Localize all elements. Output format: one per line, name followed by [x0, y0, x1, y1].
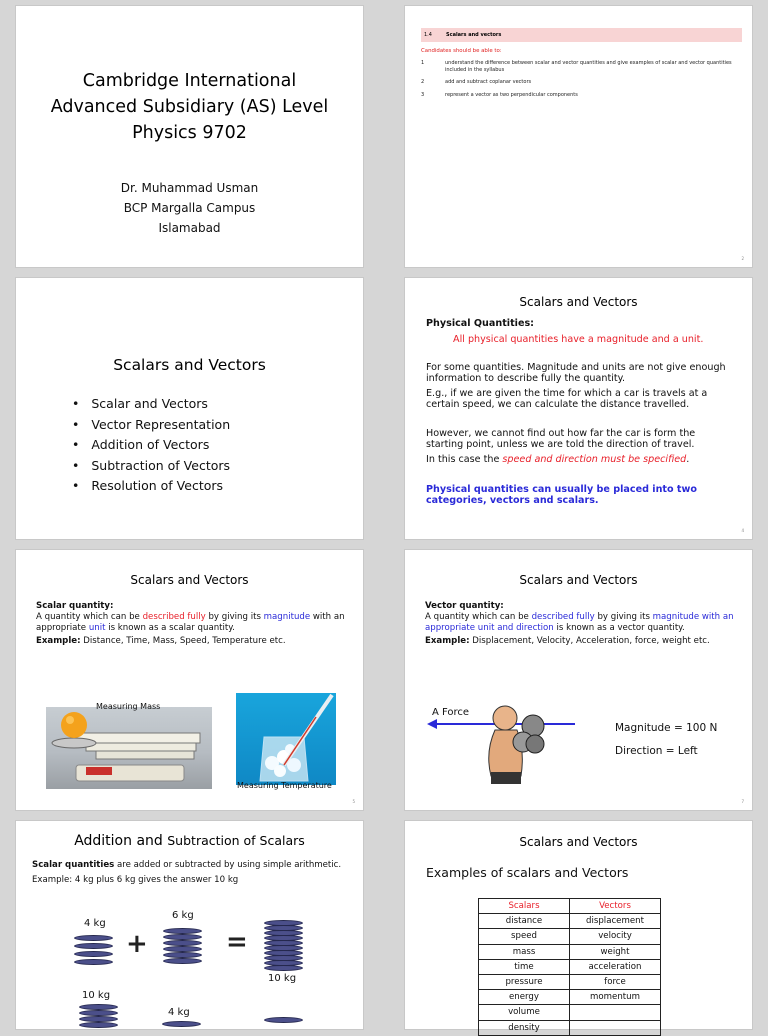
- paragraph: However, we cannot find out how far the car is form the starting point, unless we are told the direction of travel.: [426, 428, 696, 450]
- weight-disc: [163, 934, 202, 940]
- table-row: [479, 929, 661, 944]
- table-cell: force: [570, 974, 661, 989]
- author-name: Dr. Muhammad Usman: [120, 181, 259, 195]
- text-span: A quantity which can be: [425, 612, 532, 622]
- caption: Measuring Mass: [96, 702, 161, 711]
- title-line: Cambridge International: [82, 71, 297, 91]
- table-row: [479, 914, 661, 929]
- table-cell: momentum: [570, 990, 661, 1005]
- objective-number: 1: [421, 60, 425, 66]
- text-span: is known as a vector quantity.: [553, 623, 685, 633]
- thermometer-ice-icon: [236, 693, 336, 785]
- paragraph: [426, 454, 734, 465]
- weight-disc: [79, 1010, 118, 1016]
- definition-text: [36, 612, 356, 634]
- weight-stack-10kg: [264, 915, 304, 971]
- table-cell: weight: [570, 944, 661, 959]
- text-span: .: [686, 454, 690, 465]
- table-cell: density: [479, 1020, 570, 1035]
- text-span: by giving its: [205, 612, 264, 622]
- weight-disc: [79, 1022, 118, 1028]
- definition-label: Vector quantity:: [425, 601, 504, 611]
- example-line: [36, 636, 356, 647]
- weight-disc: [74, 959, 113, 965]
- text-span: by giving its: [594, 612, 653, 622]
- section-number: 1.4: [424, 32, 432, 38]
- section-title: Scalars and vectors: [446, 32, 502, 38]
- slide-scalar-quantity: [15, 549, 364, 811]
- text-span: are added or subtracted by using simple arithmetic.: [114, 860, 342, 870]
- highlight-text: described fully: [142, 612, 206, 622]
- table-row: [479, 959, 661, 974]
- text-span: In this case the: [426, 454, 503, 465]
- weight-disc: [264, 920, 303, 926]
- weight-label: 6 kg: [172, 910, 194, 921]
- example-label: Example:: [36, 636, 81, 646]
- weight-stack-10kg: [79, 1002, 119, 1032]
- weight-disc: [163, 946, 202, 952]
- highlight-text: described fully: [531, 612, 595, 622]
- example-line: [425, 636, 745, 647]
- example-text: Distance, Time, Mass, Speed, Temperature etc.: [80, 636, 286, 646]
- slide-heading: [16, 833, 363, 849]
- objective-text: represent a vector as two perpendicular components: [445, 92, 578, 98]
- table-cell: displacement: [570, 914, 661, 929]
- boxer-punch-icon: [425, 690, 585, 790]
- equals-sign: =: [226, 927, 248, 957]
- weight-label: 10 kg: [268, 973, 297, 984]
- weight-label: 4 kg: [168, 1007, 190, 1018]
- definition-text: [425, 612, 745, 634]
- column-header: Scalars: [479, 899, 570, 914]
- list-item: • Addition of Vectors: [72, 435, 230, 456]
- text-span: A quantity which can be: [36, 612, 143, 622]
- highlight-text: magnitude with an appropriate unit and direction: [425, 612, 734, 633]
- page-number: 2: [741, 256, 744, 261]
- highlight-text: magnitude: [263, 612, 311, 622]
- list-item: • Resolution of Vectors: [72, 476, 230, 497]
- magnitude-label: Magnitude = 100 N: [615, 722, 718, 734]
- table-cell: pressure: [479, 974, 570, 989]
- table-cell: [570, 1005, 661, 1020]
- highlight-text: unit: [88, 623, 106, 633]
- table-cell: time: [479, 959, 570, 974]
- example-line: Example: 4 kg plus 6 kg gives the answer 10 kg: [32, 875, 239, 885]
- weight-disc: [74, 951, 113, 957]
- pq-label: Physical Quantities:: [426, 318, 534, 329]
- example-text: Displacement, Velocity, Acceleration, force, weight etc.: [469, 636, 710, 646]
- syllabus-intro: Candidates should be able to:: [421, 48, 502, 54]
- definition-label: Scalar quantity:: [36, 601, 114, 611]
- table-cell: speed: [479, 929, 570, 944]
- title-part: Addition and: [74, 833, 168, 849]
- objective-number: 3: [421, 92, 425, 98]
- slide-physical-quantities: [404, 277, 753, 540]
- plus-sign: +: [126, 929, 148, 959]
- paragraph: E.g., if we are given the time for which a car is travels at a certain speed, we can calculate the distance travelled.: [426, 388, 708, 410]
- force-label: A Force: [432, 707, 470, 718]
- title-line: Advanced Subsidiary (AS) Level: [50, 97, 329, 117]
- slide-heading: Scalars and Vectors: [519, 295, 638, 309]
- triple-beam-balance-icon: [46, 707, 212, 789]
- slide-syllabus: [404, 5, 753, 268]
- list-item: • Vector Representation: [72, 415, 230, 436]
- table-cell: mass: [479, 944, 570, 959]
- weight-stack-6kg: [264, 1015, 304, 1031]
- slide-vector-quantity: [404, 549, 753, 811]
- table-row: [479, 944, 661, 959]
- weight-disc: [163, 958, 202, 964]
- table-header-row: [479, 899, 661, 914]
- slide-outline: [15, 277, 364, 540]
- column-header: Vectors: [570, 899, 661, 914]
- pq-statement: All physical quantities have a magnitude and a unit.: [453, 334, 704, 345]
- title-part: Subtraction of Scalars: [167, 833, 305, 848]
- table-cell: energy: [479, 990, 570, 1005]
- slide-title: [15, 5, 364, 268]
- table-cell: velocity: [570, 929, 661, 944]
- table-cell: volume: [479, 1005, 570, 1020]
- weight-label: 10 kg: [82, 990, 111, 1001]
- table-caption: Examples of scalars and Vectors: [426, 865, 629, 880]
- list-item: • Scalar and Vectors: [72, 394, 230, 415]
- course-title: [16, 68, 363, 146]
- city-name: Islamabad: [158, 221, 221, 235]
- slide-scalar-addition: [15, 820, 364, 1030]
- campus-name: BCP Margalla Campus: [123, 201, 256, 215]
- paragraph: For some quantities. Magnitude and units are not give enough information to describe fully the quantity.: [426, 362, 726, 384]
- table-cell: distance: [479, 914, 570, 929]
- table-row: [479, 974, 661, 989]
- author-block: [16, 178, 363, 238]
- table-cell: [570, 1020, 661, 1035]
- emphasis-text: speed and direction must be specified: [502, 454, 687, 465]
- slide-heading: Scalars and Vectors: [113, 356, 266, 374]
- page-number: 7: [741, 799, 744, 804]
- thermometer-photo: [236, 693, 336, 785]
- text-span: is known as a scalar quantity.: [105, 623, 235, 633]
- text-span: with an appropriate: [36, 612, 345, 633]
- slide-heading: Scalars and Vectors: [519, 835, 638, 849]
- scalars-vectors-table: [478, 898, 661, 1036]
- table-row: [479, 1020, 661, 1035]
- objective-text: understand the difference between scalar and vector quantities and give examples of scalar and vector quantities included in the syllabus: [445, 60, 732, 73]
- conclusion: Physical quantities can usually be placed into two categories, vectors and scalars.: [426, 484, 697, 506]
- weight-stack-6kg: [163, 922, 203, 966]
- direction-label: Direction = Left: [615, 745, 698, 757]
- weight-disc: [163, 928, 202, 934]
- caption: Measuring Temperature: [237, 781, 332, 790]
- title-line: Physics 9702: [132, 123, 247, 143]
- example-label: Example:: [425, 636, 470, 646]
- bold-text: Scalar quantities: [32, 860, 115, 870]
- weight-disc: [74, 943, 113, 949]
- weight-label: 4 kg: [84, 918, 106, 929]
- weight-stack-4kg: [162, 1019, 202, 1031]
- table-cell: acceleration: [570, 959, 661, 974]
- weight-disc: [79, 1016, 118, 1022]
- slide-heading: Scalars and Vectors: [130, 573, 249, 587]
- weight-disc: [163, 940, 202, 946]
- outline-list: [72, 394, 230, 497]
- weight-disc: [162, 1021, 201, 1027]
- weight-disc: [74, 935, 113, 941]
- objective-text: add and subtract coplanar vectors: [445, 79, 532, 85]
- explanation-line: [32, 860, 362, 871]
- page-number: 4: [741, 528, 744, 533]
- weight-disc: [79, 1004, 118, 1010]
- balance-photo: [46, 707, 212, 789]
- slide-heading: Scalars and Vectors: [519, 573, 638, 587]
- weight-disc: [264, 1017, 303, 1023]
- slide-examples-table: [404, 820, 753, 1033]
- table-row: [479, 1005, 661, 1020]
- weight-disc: [163, 952, 202, 958]
- list-item: • Subtraction of Vectors: [72, 456, 230, 477]
- table-row: [479, 990, 661, 1005]
- objective-number: 2: [421, 79, 425, 85]
- page-number: 5: [352, 799, 355, 804]
- syllabus-header: [421, 28, 742, 42]
- weight-stack-4kg: [74, 931, 114, 965]
